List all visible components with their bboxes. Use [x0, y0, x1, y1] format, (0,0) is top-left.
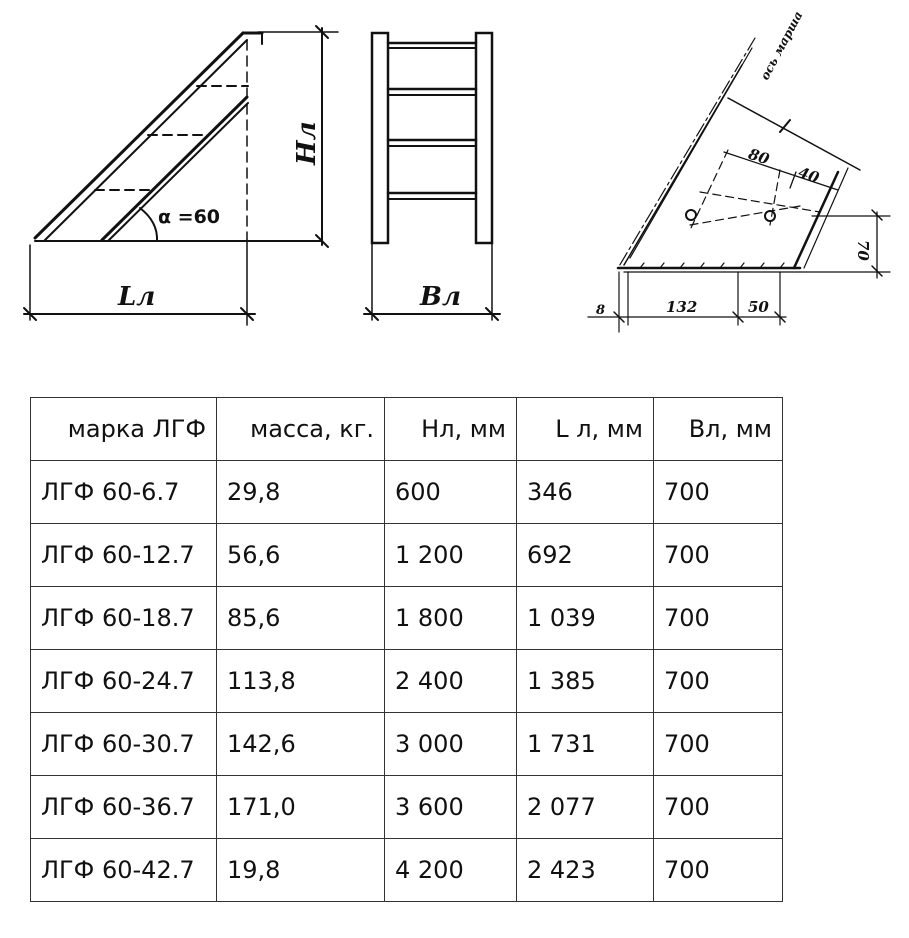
cell-mark: ЛГФ 60-6.7 [31, 461, 217, 524]
side-view-drawing [24, 26, 338, 325]
cell-mass: 19,8 [217, 839, 385, 902]
cell-height: 4 200 [385, 839, 517, 902]
cell-mark: ЛГФ 60-30.7 [31, 713, 217, 776]
height-label: Hл [292, 121, 322, 165]
length-label: Lл [118, 282, 156, 312]
dim-132-label: 132 [666, 298, 698, 316]
table-row [31, 524, 783, 587]
cell-length: 1 385 [517, 650, 654, 713]
header-length: L л, мм [517, 398, 654, 461]
table-row [31, 650, 783, 713]
cell-mark: ЛГФ 60-18.7 [31, 587, 217, 650]
header-height: Нл, мм [385, 398, 517, 461]
cell-length: 2 077 [517, 776, 654, 839]
cell-length: 1 731 [517, 713, 654, 776]
table-row [31, 587, 783, 650]
cell-width: 700 [654, 524, 783, 587]
cell-length: 1 039 [517, 587, 654, 650]
cell-mark: ЛГФ 60-12.7 [31, 524, 217, 587]
cell-height: 1 200 [385, 524, 517, 587]
cell-width: 700 [654, 776, 783, 839]
cell-mark: ЛГФ 60-36.7 [31, 776, 217, 839]
cell-height: 1 800 [385, 587, 517, 650]
cell-mark: ЛГФ 60-24.7 [31, 650, 217, 713]
cell-height: 3 000 [385, 713, 517, 776]
cell-height: 3 600 [385, 776, 517, 839]
table-row [31, 839, 783, 902]
angle-label: α =60 [158, 206, 221, 228]
cell-length: 346 [517, 461, 654, 524]
cell-mass: 142,6 [217, 713, 385, 776]
table-row [31, 776, 783, 839]
cell-mass: 29,8 [217, 461, 385, 524]
cell-height: 600 [385, 461, 517, 524]
header-mass: масса, кг. [217, 398, 385, 461]
width-label: Вл [420, 282, 462, 312]
cell-length: 692 [517, 524, 654, 587]
dim-8-label: 8 [596, 303, 606, 318]
table-header-row [31, 398, 783, 461]
cell-mark: ЛГФ 60-42.7 [31, 839, 217, 902]
cell-width: 700 [654, 587, 783, 650]
table-row [31, 461, 783, 524]
cell-width: 700 [654, 461, 783, 524]
front-view-drawing [364, 33, 500, 320]
cell-mass: 56,6 [217, 524, 385, 587]
header-width: Вл, мм [654, 398, 783, 461]
cell-width: 700 [654, 713, 783, 776]
header-mark: марка ЛГФ [31, 398, 217, 461]
dim-50-label: 50 [748, 298, 769, 316]
specification-table [30, 397, 783, 902]
cell-mass: 113,8 [217, 650, 385, 713]
cell-length: 2 423 [517, 839, 654, 902]
table-row [31, 713, 783, 776]
dim-70-label: 70 [854, 240, 872, 261]
dim-40-label: 40 [796, 163, 822, 187]
cell-mass: 85,6 [217, 587, 385, 650]
cell-width: 700 [654, 650, 783, 713]
dim-80-label: 80 [746, 144, 772, 169]
cell-height: 2 400 [385, 650, 517, 713]
cell-mass: 171,0 [217, 776, 385, 839]
base-detail-drawing [588, 38, 890, 332]
axis-mark-label: ось марша [757, 9, 806, 83]
technical-drawings [0, 0, 909, 360]
cell-width: 700 [654, 839, 783, 902]
